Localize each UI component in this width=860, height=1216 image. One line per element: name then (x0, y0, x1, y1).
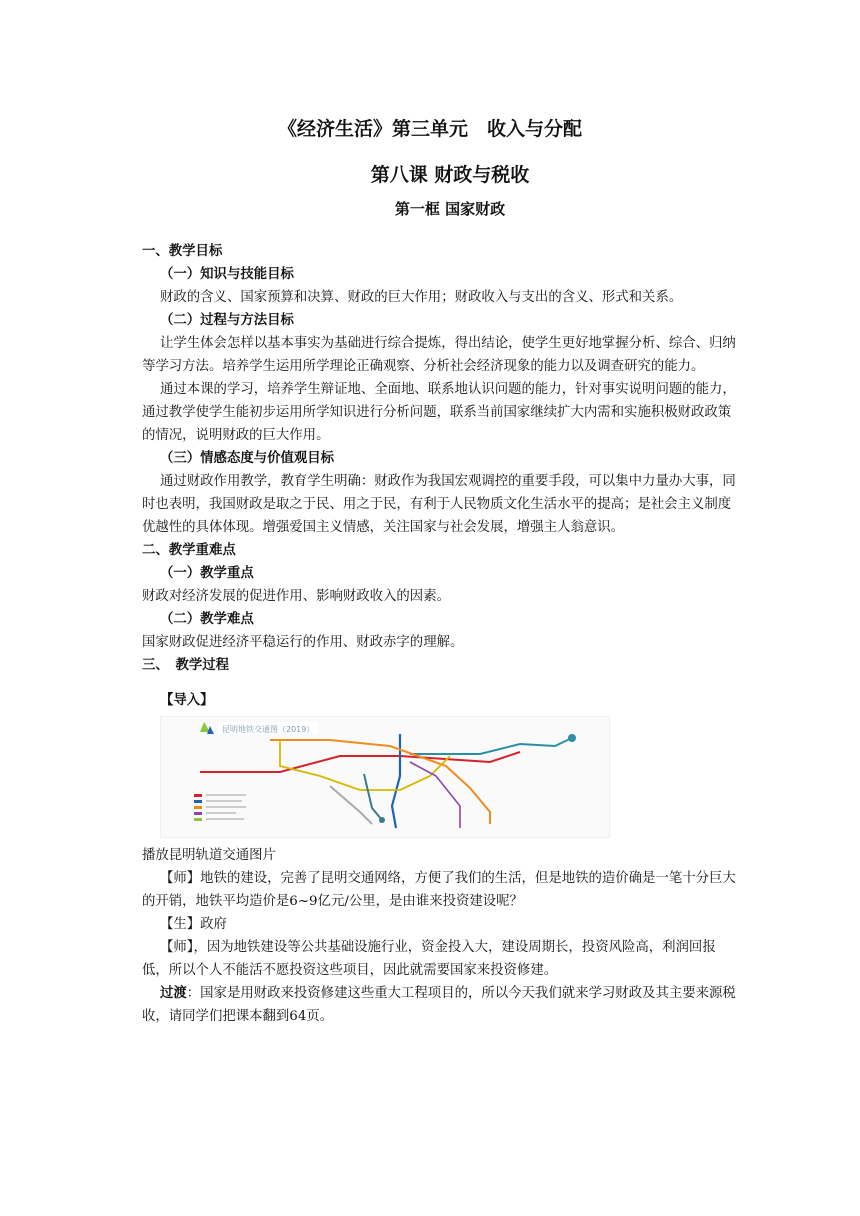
map-title: 昆明地铁交通图（2019） (222, 725, 315, 734)
objectives-heading: 一、教学目标 (142, 244, 223, 259)
transition-line (142, 982, 736, 1028)
emotion-text: 通过财政作用教学，教育学生明确：财政作为我国宏观调控的重要手段，可以集中力量办大事，同时也表明，我国财政是取之于民、用之于民，有利于人民物质文化生活水平的提高；是社会主义制度优越性的具体体现。增强爱国主义情感，关注国家与社会发展，增强主人翁意识。 (142, 474, 736, 535)
teacher-tag: 【师】 (160, 871, 201, 886)
transition-label: 过渡 (160, 986, 187, 1001)
student-line (142, 913, 736, 936)
intro-label: 【导入】 (160, 693, 214, 708)
keypoints-heading: 二、教学重难点 (142, 543, 236, 558)
focus-heading: （一）教学重点 (160, 566, 254, 581)
process-method-heading: （二）过程与方法目标 (160, 313, 294, 328)
subway-map-image (160, 716, 610, 838)
teaching-process-heading: 三、 教学过程 (142, 658, 230, 673)
map-caption: 播放昆明轨道交通图片 (142, 848, 276, 863)
emotion-heading: （三）情感态度与价值观目标 (160, 451, 335, 466)
teacher-line-1 (142, 867, 736, 913)
teacher-text: 地铁的建设，完善了昆明交通网络，方便了我们的生活，但是地铁的造价确是一笔十分巨大的开销，地铁平均造价是6~9亿元/公里，是由谁来投资建设呢？ (142, 871, 736, 909)
knowledge-heading: （一）知识与技能目标 (160, 267, 294, 282)
student-text: 政府 (200, 917, 227, 932)
lesson-title: 第八课 财政与税收 (370, 164, 530, 186)
difficulty-text: 国家财政促进经济平稳运行的作用、财政赤字的理解。 (142, 635, 464, 650)
teacher-text: ，因为地铁建设等公共基础设施行业，资金投入大，建设周期长，投资风险高，利润回报低，所以个人不能活不愿投资这些项目，因此就需要国家来投资修建。 (142, 940, 716, 978)
document-title: 《经济生活》第三单元 收入与分配 (277, 118, 582, 140)
document-body (142, 240, 736, 1028)
transition-text: ：国家是用财政来投资修建这些重大工程项目的，所以今天我们就来学习财政及其主要来源税收，请同学们把课本翻到64页。 (142, 986, 736, 1024)
knowledge-text: 财政的含义、国家预算和决算、财政的巨大作用；财政收入与支出的含义、形式和关系。 (160, 290, 683, 305)
section-title: 第一框 国家财政 (394, 200, 506, 218)
teacher-tag: 【师】 (160, 940, 194, 955)
focus-text: 财政对经济发展的促进作用、影响财政收入的因素。 (142, 589, 450, 604)
difficulty-heading: （二）教学难点 (160, 612, 254, 627)
student-tag: 【生】 (160, 917, 201, 932)
teacher-line-2 (142, 936, 736, 982)
process-method-text-1: 让学生体会怎样以基本事实为基础进行综合提炼，得出结论，使学生更好地掌握分析、综合、归纳等学习方法。培养学生运用所学理论正确观察、分析社会经济现象的能力以及调查研究的能力。 (142, 336, 736, 374)
process-method-text-2: 通过本课的学习，培养学生辩证地、全面地、联系地认识问题的能力，针对事实说明问题的能力，通过教学使学生能初步运用所学知识进行分析问题，联系当前国家继续扩大内需和实施积极财政政策的情况，说明财政的巨大作用。 (142, 382, 736, 443)
